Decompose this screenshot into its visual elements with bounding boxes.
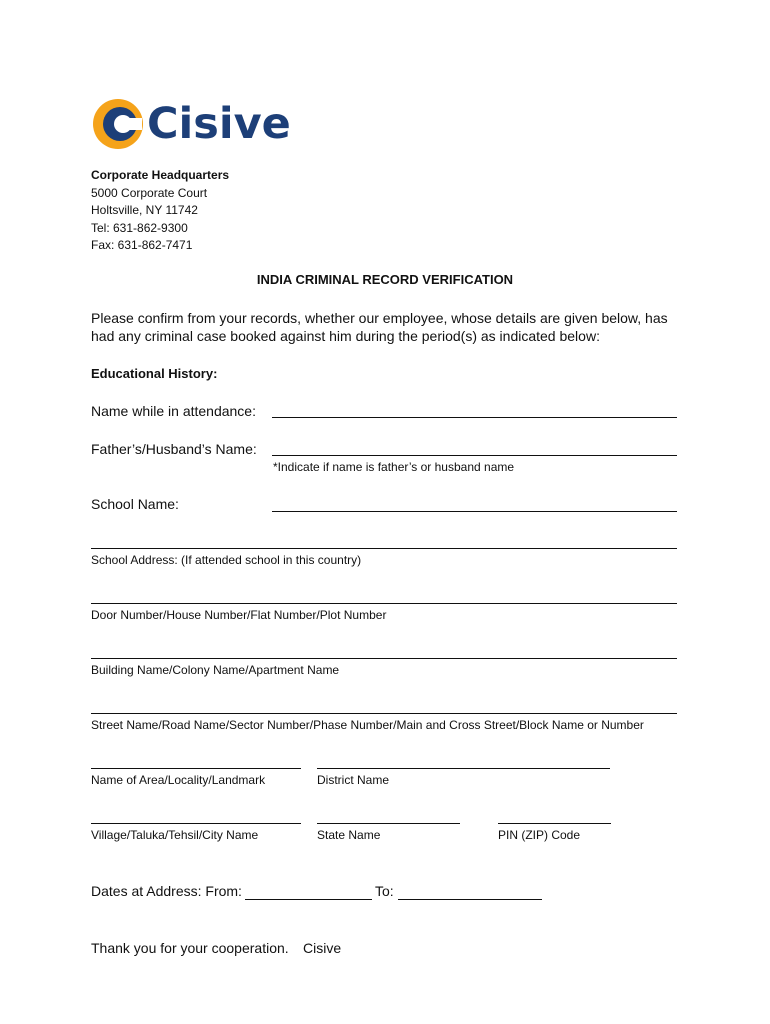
village-line[interactable] [91, 823, 301, 824]
building-name-caption: Building Name/Colony Name/Apartment Name [91, 663, 340, 677]
district-caption: District Name [317, 773, 390, 787]
state-line[interactable] [317, 823, 460, 824]
cisive-logo-mark-icon [92, 96, 144, 152]
document-title: INDIA CRIMINAL RECORD VERIFICATION [256, 272, 514, 287]
village-caption: Village/Taluka/Tehsil/City Name [91, 828, 259, 842]
address-fax: Fax: 631-862-7471 [91, 238, 193, 252]
name-attendance-line[interactable] [272, 417, 677, 418]
intro-line-2: had any criminal case booked against him during the period(s) as indicated below: [91, 328, 600, 344]
area-line[interactable] [91, 768, 301, 769]
school-address-line[interactable] [91, 548, 677, 549]
street-name-caption: Street Name/Road Name/Sector Number/Phase Number/Main and Cross Street/Block Name or Number [91, 718, 644, 732]
address-heading: Corporate Headquarters [91, 168, 230, 182]
closing-signature: Cisive [303, 940, 342, 956]
father-husband-label: Father’s/Husband’s Name: [91, 441, 257, 457]
intro-line-1: Please confirm from your records, whether our employee, whose details are given below, has [91, 310, 668, 326]
school-name-line[interactable] [272, 511, 677, 512]
cisive-logo [92, 96, 292, 152]
pin-caption: PIN (ZIP) Code [498, 828, 581, 842]
father-husband-line[interactable] [272, 455, 677, 456]
dates-from-line[interactable] [245, 899, 372, 900]
building-name-line[interactable] [91, 658, 677, 659]
dates-from-label: Dates at Address: From: [91, 883, 242, 899]
dates-to-line[interactable] [398, 899, 542, 900]
address-street: 5000 Corporate Court [91, 185, 208, 200]
father-husband-note: *Indicate if name is father’s or husband name [273, 460, 515, 474]
dates-to-label: To: [375, 883, 394, 899]
area-caption: Name of Area/Locality/Landmark [91, 773, 266, 787]
district-line[interactable] [317, 768, 610, 769]
school-name-label: School Name: [91, 496, 179, 512]
address-tel: Tel: 631-862-9300 [91, 220, 188, 235]
address-block [91, 167, 229, 255]
street-name-line[interactable] [91, 713, 677, 714]
address-city: Holtsville, NY 11742 [91, 203, 198, 217]
door-number-caption: Door Number/House Number/Flat Number/Plot Number [91, 608, 387, 622]
closing-thanks: Thank you for your cooperation. [91, 940, 289, 956]
section-heading: Educational History: [91, 366, 218, 381]
door-number-line[interactable] [91, 603, 677, 604]
cisive-logo-text: Cisive [147, 99, 291, 149]
school-address-caption: School Address: (If attended school in this country) [91, 553, 362, 567]
name-attendance-label: Name while in attendance: [91, 403, 256, 419]
pin-line[interactable] [498, 823, 611, 824]
state-caption: State Name [317, 828, 381, 842]
